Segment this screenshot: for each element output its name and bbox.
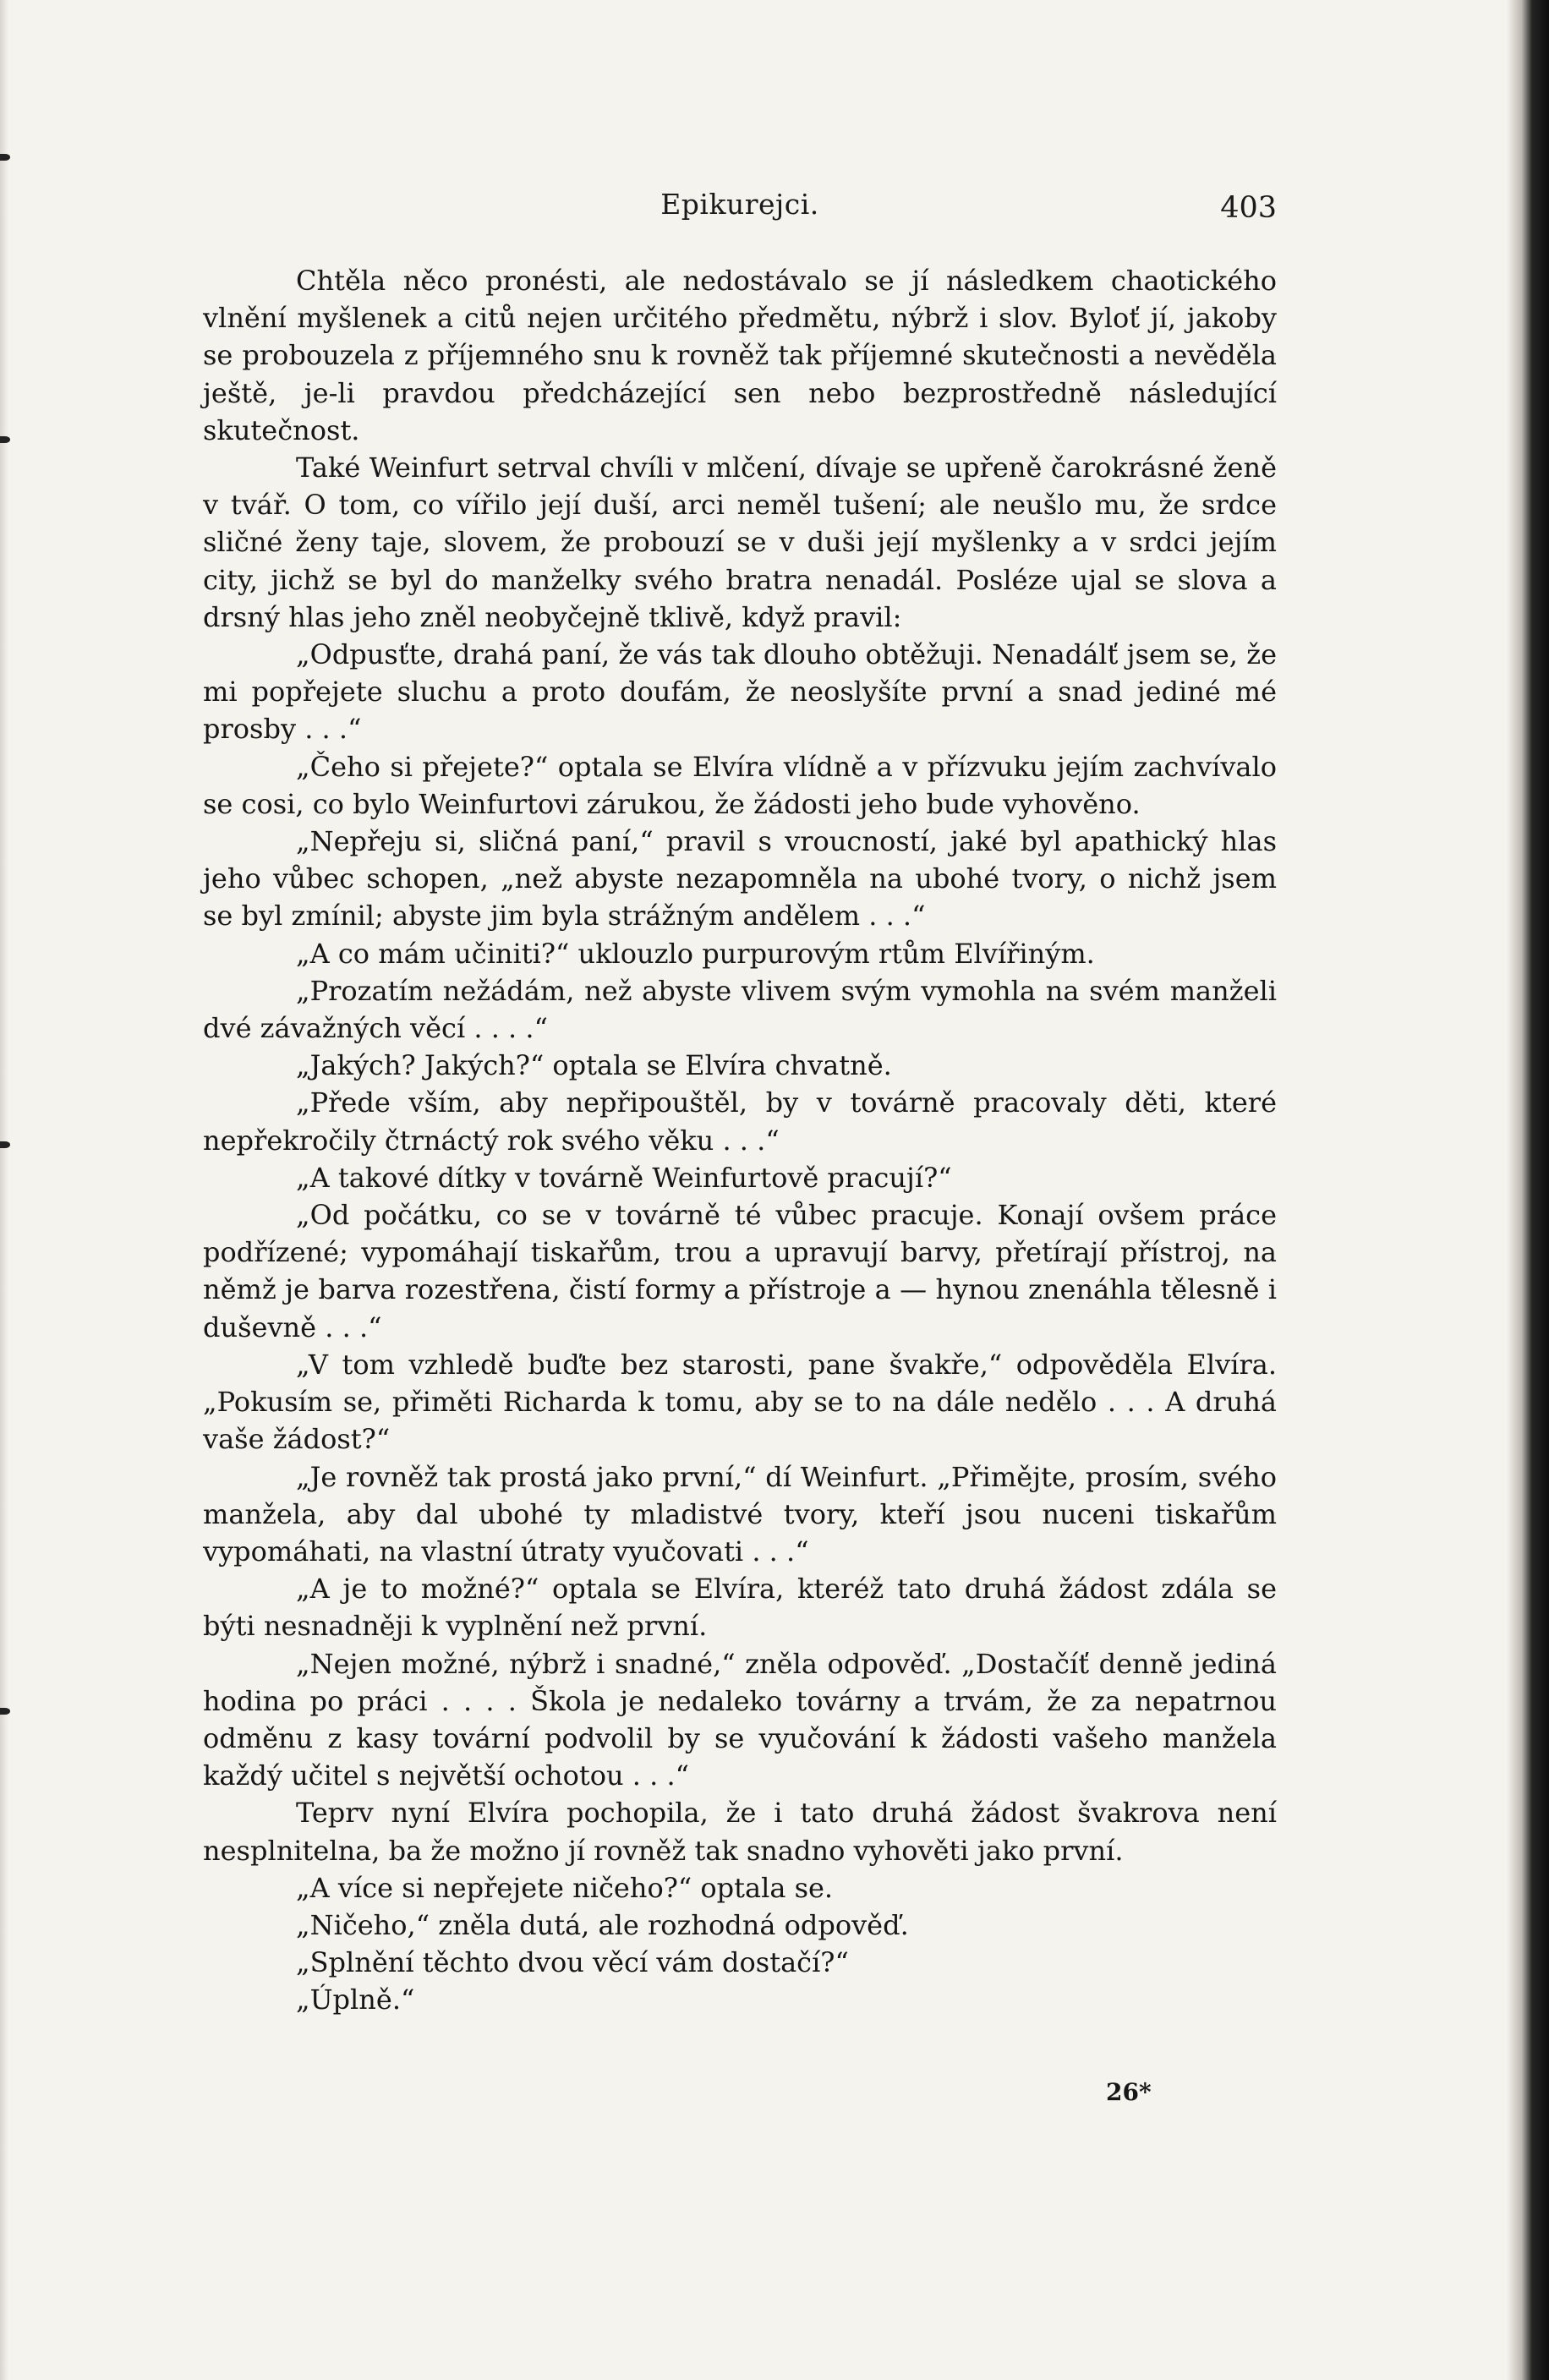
body-text [203,262,1277,2019]
paragraph: „Čeho si přejete?“ optala se Elvíra vlídně a v přízvuku jejím zachvívalo se cosi, co bylo Weinfurtovi zárukou, že žádosti jeho bude vyhověno. [203,750,1277,820]
paragraph: „A je to možné?“ optala se Elvíra, kteréž tato druhá žádost zdála se býti nesnadněji k vyplnění než první. [203,1573,1277,1643]
paragraph: „Od počátku, co se v továrně té vůbec pracuje. Konají ovšem práce podřízené; vypomáhají tiskařům, trou a upravují barvy, přetírají přístroj, na němž je barva rozestřena, čistí formy a přístroje a — hynou znenáhla tělesně i duševně . . .“ [203,1199,1277,1343]
paragraph: „Prozatím nežádám, než abyste vlivem svým vymohla na svém manželi dvé závažných věcí . . . .“ [203,974,1277,1045]
paragraph: „Úplně.“ [296,1983,415,2016]
paragraph: „Odpusťte, drahá paní, že vás tak dlouho obtěžuji. Nenadálť jsem se, že mi popřejete sluchu a proto doufám, že neoslyšíte první a snad jediné mé prosby . . .“ [203,638,1277,746]
paragraph: „Splnění těchto dvou věcí vám dostačí?“ [296,1946,849,1979]
running-title: Epikurejci. [660,188,819,221]
paragraph: „Jakých? Jakých?“ optala se Elvíra chvatně. [296,1049,892,1082]
paragraph: „Je rovněž tak prostá jako první,“ dí Weinfurt. „Přimějte, prosím, svého manžela, aby dal ubohé ty mladistvé tvory, kteří jsou nuceni tiskařům vypomáhati, na vlastní útraty vyučovati . . .“ [203,1460,1277,1568]
paragraph: „Nejen možné, nýbrž i snadné,“ zněla odpověď. „Dostačíť denně jediná hodina po práci . . . . Škola je nedaleko továrny a trvám, že za nepatrnou odměnu z kasy tovární podvolil by se vyučování k žádosti vašeho manžela každý učitel s největší ochotou . . .“ [203,1647,1277,1792]
scan-margin-mark [0,436,10,443]
paragraph: „V tom vzhledě buďte bez starosti, pane švakře,“ odpověděla Elvíra. „Pokusím se, přiměti Richarda k tomu, aby se to na dále nedělo . . . A druhá vaše žádost?“ [203,1348,1277,1456]
paragraph: „Ničeho,“ zněla dutá, ale rozhodná odpověď. [296,1908,909,1941]
scan-margin-mark [0,1708,10,1715]
paragraph: „A více si nepřejete ničeho?“ optala se. [296,1871,834,1904]
page-header [203,188,1277,230]
paragraph: „A co mám učiniti?“ uklouzlo purpurovým rtům Elvířiným. [296,937,1095,970]
page-number: 403 [1220,191,1277,225]
paragraph: „A takové dítky v továrně Weinfurtově pracují?“ [296,1161,952,1194]
paragraph: Teprv nyní Elvíra pochopila, že i tato druhá žádost švakrova není nesplnitelna, ba že možno jí rovněž tak snadno vyhověti jako první. [203,1797,1277,1867]
scan-margin-mark [0,1141,10,1148]
paragraph: „Nepřeju si, sličná paní,“ pravil s vroucností, jaké byl apathický hlas jeho vůbec schopen, „než abyste nezapomněla na ubohé tvory, o nichž jsem se byl zmínil; abyste jim byla strážným andělem . . .“ [203,825,1277,933]
paragraph: Chtěla něco pronésti, ale nedostávalo se jí následkem chaotického vlnění myšlenek a citů nejen určitého předmětu, nýbrž i slov. Byloť jí, jakoby se probouzela z příjemného snu k rovněž tak příjemné skutečnosti a nevěděla ještě, je-li pravdou předcházející sen nebo bezprostředně následující skutečnost. [203,265,1277,446]
page-left-shadow [0,0,8,2380]
scan-margin-mark [0,154,10,161]
page-right-edge [1507,0,1549,2380]
paragraph: „Přede vším, aby nepřipouštěl, by v továrně pracovaly děti, které nepřekročily čtrnáctý rok svého věku . . .“ [203,1086,1277,1157]
signature-mark: 26* [1106,2078,1152,2106]
paragraph: Také Weinfurt setrval chvíli v mlčení, dívaje se upřeně čarokrásné ženě v tvář. O tom, co vířilo její duší, arci neměl tušení; ale neušlo mu, že srdce sličné ženy taje, slovem, že probouzí se v duši její myšlenky a v srdci jejím city, jichž se byl do manželky svého bratra nenadál. Posléze ujal se slova a drsný hlas jeho zněl neobyčejně tklivě, když pravil: [203,451,1277,633]
